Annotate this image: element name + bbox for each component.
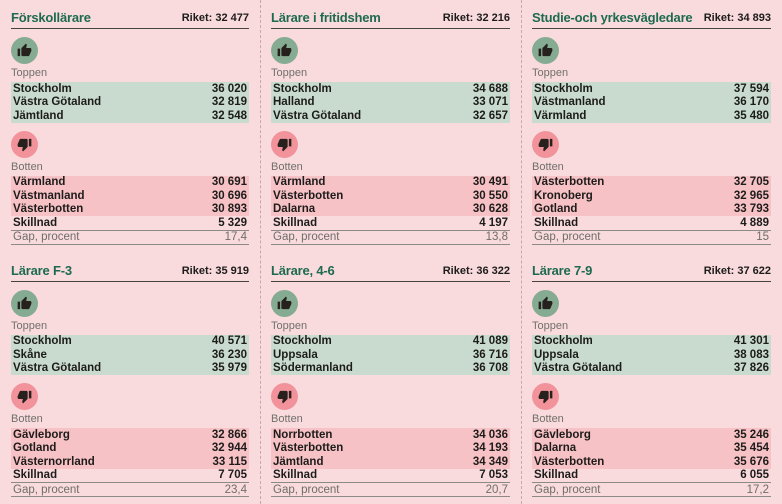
region-name: Gotland xyxy=(534,203,578,216)
top-regions-list xyxy=(271,335,510,376)
panel-title: Lärare F-3 xyxy=(11,262,72,278)
thumbs-down-icon xyxy=(271,131,298,158)
gap-percent-row xyxy=(11,231,249,245)
gap-value: 20,7 xyxy=(485,483,508,496)
difference-row xyxy=(11,216,249,231)
top-section-label: Toppen xyxy=(11,67,48,79)
region-row xyxy=(11,362,249,376)
gap-percent-row xyxy=(532,231,771,245)
category-panel xyxy=(521,10,782,245)
region-name: Gävleborg xyxy=(534,428,591,441)
gap-label: Gap, procent xyxy=(13,231,80,243)
gap-value: 17,2 xyxy=(746,483,769,496)
category-panel xyxy=(260,10,521,245)
region-value: 36 716 xyxy=(472,348,508,361)
bottom-regions-list xyxy=(11,428,249,469)
difference-value: 5 329 xyxy=(218,216,247,229)
top-section-label: Toppen xyxy=(532,319,569,332)
region-row xyxy=(11,96,249,110)
difference-value: 7 705 xyxy=(218,469,247,482)
region-name: Västra Götaland xyxy=(13,96,102,109)
region-value: 30 696 xyxy=(211,189,247,202)
region-value: 30 893 xyxy=(211,203,247,216)
difference-label: Skillnad xyxy=(534,216,579,229)
region-row xyxy=(11,176,249,190)
gap-label: Gap, procent xyxy=(273,231,340,243)
gap-percent-row xyxy=(532,483,771,497)
region-name: Värmland xyxy=(534,109,587,122)
region-name: Uppsala xyxy=(273,348,318,361)
region-row xyxy=(532,82,771,96)
region-row xyxy=(271,335,510,349)
region-name: Norrbotten xyxy=(273,428,333,441)
region-value: 35 454 xyxy=(733,442,769,455)
region-row xyxy=(11,428,249,442)
top-regions-list xyxy=(11,82,249,123)
difference-value: 4 197 xyxy=(479,216,508,229)
gap-label: Gap, procent xyxy=(13,483,80,496)
region-row xyxy=(532,189,771,203)
region-value: 36 020 xyxy=(211,82,247,95)
difference-row xyxy=(532,216,771,231)
region-row xyxy=(532,176,771,190)
gap-percent-row xyxy=(271,483,510,497)
region-name: Västerbotten xyxy=(13,203,84,216)
bottom-regions-list xyxy=(271,176,510,217)
region-row xyxy=(11,189,249,203)
bottom-regions-list xyxy=(532,428,771,469)
region-row xyxy=(532,203,771,217)
region-value: 32 657 xyxy=(472,109,508,122)
region-name: Jämtland xyxy=(13,109,64,122)
region-name: Värmland xyxy=(273,176,326,189)
thumbs-up-icon xyxy=(271,290,298,317)
bottom-section-label: Botten xyxy=(532,413,564,425)
gap-value: 15 xyxy=(756,231,769,243)
region-row xyxy=(271,109,510,123)
column-divider xyxy=(260,0,261,504)
region-value: 40 571 xyxy=(211,335,247,348)
difference-label: Skillnad xyxy=(13,469,58,482)
thumbs-down-icon xyxy=(11,131,38,158)
thumbs-down-icon xyxy=(11,383,38,410)
region-value: 37 826 xyxy=(733,362,769,375)
region-value: 38 083 xyxy=(733,348,769,361)
top-regions-list xyxy=(532,82,771,123)
region-name: Värmland xyxy=(13,176,66,189)
region-name: Stockholm xyxy=(273,82,332,95)
panel-title: Förskollärare xyxy=(11,10,91,25)
top-regions-list xyxy=(532,335,771,376)
region-value: 33 793 xyxy=(733,203,769,216)
region-row xyxy=(532,109,771,123)
region-name: Dalarna xyxy=(534,442,577,455)
region-row xyxy=(271,96,510,110)
region-name: Stockholm xyxy=(13,335,72,348)
category-panel xyxy=(0,263,260,498)
top-regions-list xyxy=(271,82,510,123)
difference-label: Skillnad xyxy=(13,216,58,229)
region-name: Västra Götaland xyxy=(273,109,362,122)
region-name: Stockholm xyxy=(534,82,593,95)
region-row xyxy=(271,455,510,469)
panel-title: Lärare, 4-6 xyxy=(271,262,335,278)
region-row xyxy=(532,348,771,362)
top-regions-list xyxy=(11,335,249,376)
region-value: 32 819 xyxy=(211,96,247,109)
bottom-section-label: Botten xyxy=(271,160,303,173)
region-value: 36 230 xyxy=(211,348,247,361)
region-name: Västerbotten xyxy=(534,455,605,468)
bottom-section-label: Botten xyxy=(271,413,303,425)
region-name: Västerbotten xyxy=(273,442,344,455)
gap-percent-row xyxy=(11,483,249,497)
difference-value: 7 053 xyxy=(479,469,508,482)
region-name: Jämtland xyxy=(273,455,324,468)
category-panel xyxy=(521,263,782,498)
bottom-section-label: Botten xyxy=(11,160,43,173)
gap-value: 23,4 xyxy=(224,483,247,496)
region-value: 32 965 xyxy=(733,189,769,202)
panel-header xyxy=(271,10,510,29)
difference-value: 6 055 xyxy=(740,469,769,482)
region-row xyxy=(271,348,510,362)
top-section-label: Toppen xyxy=(532,67,569,79)
region-value: 30 491 xyxy=(472,176,508,189)
region-value: 35 246 xyxy=(733,428,769,441)
region-name: Västra Götaland xyxy=(534,362,623,375)
region-name: Södermanland xyxy=(273,362,353,375)
panel-header xyxy=(11,10,249,29)
region-row xyxy=(271,203,510,217)
region-value: 30 628 xyxy=(472,203,508,216)
region-row xyxy=(532,428,771,442)
panel-header xyxy=(271,263,510,282)
gap-percent-row xyxy=(271,231,510,245)
region-name: Gävleborg xyxy=(13,428,70,441)
region-row xyxy=(271,362,510,376)
region-name: Stockholm xyxy=(13,82,72,95)
category-panel xyxy=(260,263,521,498)
region-row xyxy=(11,203,249,217)
national-salary: Riket: 36 322 xyxy=(442,264,510,277)
bottom-regions-list xyxy=(11,176,249,217)
region-value: 35 676 xyxy=(733,455,769,468)
thumbs-up-icon xyxy=(11,290,38,317)
region-value: 35 480 xyxy=(733,109,769,122)
bottom-regions-list xyxy=(271,428,510,469)
thumbs-up-icon xyxy=(532,37,559,64)
region-row xyxy=(532,455,771,469)
category-panel xyxy=(0,10,260,245)
column-divider xyxy=(521,0,522,504)
national-salary: Riket: 32 477 xyxy=(181,12,249,24)
difference-row xyxy=(271,216,510,231)
difference-row xyxy=(271,469,510,484)
difference-value: 4 889 xyxy=(740,216,769,229)
difference-label: Skillnad xyxy=(273,216,318,229)
bottom-regions-list xyxy=(532,176,771,217)
region-row xyxy=(11,348,249,362)
region-row xyxy=(271,442,510,456)
region-name: Kronoberg xyxy=(534,189,593,202)
thumbs-up-icon xyxy=(532,290,559,317)
thumbs-down-icon xyxy=(532,131,559,158)
panel-header xyxy=(532,263,771,282)
region-row xyxy=(11,109,249,123)
thumbs-down-icon xyxy=(532,383,559,410)
region-value: 34 036 xyxy=(472,428,508,441)
national-salary: Riket: 37 622 xyxy=(703,264,771,277)
difference-label: Skillnad xyxy=(273,469,318,482)
region-row xyxy=(11,455,249,469)
gap-label: Gap, procent xyxy=(534,483,601,496)
thumbs-up-icon xyxy=(271,37,298,64)
region-name: Västmanland xyxy=(13,189,85,202)
region-row xyxy=(532,335,771,349)
region-value: 33 071 xyxy=(472,96,508,109)
region-name: Västerbotten xyxy=(534,176,605,189)
region-value: 37 594 xyxy=(733,82,769,95)
region-value: 41 301 xyxy=(733,335,769,348)
region-value: 41 089 xyxy=(472,335,508,348)
panel-title: Studie-och yrkesvägledare xyxy=(532,10,693,25)
region-value: 34 688 xyxy=(472,82,508,95)
region-row xyxy=(532,442,771,456)
region-value: 36 708 xyxy=(472,362,508,375)
region-value: 34 349 xyxy=(472,455,508,468)
region-row xyxy=(11,82,249,96)
panel-header xyxy=(532,10,771,29)
difference-row xyxy=(532,469,771,484)
difference-row xyxy=(11,469,249,484)
gap-label: Gap, procent xyxy=(273,483,340,496)
region-name: Västerbotten xyxy=(273,189,344,202)
region-name: Stockholm xyxy=(273,335,332,348)
region-name: Västmanland xyxy=(534,96,606,109)
region-value: 35 979 xyxy=(211,362,247,375)
thumbs-down-icon xyxy=(271,383,298,410)
region-name: Gotland xyxy=(13,442,57,455)
region-name: Stockholm xyxy=(534,335,593,348)
region-value: 32 866 xyxy=(211,428,247,441)
region-value: 32 944 xyxy=(211,442,247,455)
region-name: Uppsala xyxy=(534,348,579,361)
bottom-section-label: Botten xyxy=(532,160,564,173)
national-salary: Riket: 35 919 xyxy=(181,264,249,277)
region-row xyxy=(271,82,510,96)
region-value: 30 691 xyxy=(211,176,247,189)
region-name: Västra Götaland xyxy=(13,362,102,375)
panel-header xyxy=(11,263,249,282)
gap-value: 17,4 xyxy=(224,231,247,243)
top-section-label: Toppen xyxy=(271,67,308,79)
region-value: 30 550 xyxy=(472,189,508,202)
region-name: Halland xyxy=(273,96,315,109)
region-row xyxy=(532,96,771,110)
panel-title: Lärare 7-9 xyxy=(532,262,593,278)
gap-label: Gap, procent xyxy=(534,231,601,243)
region-value: 32 705 xyxy=(733,176,769,189)
region-row xyxy=(271,176,510,190)
top-section-label: Toppen xyxy=(11,319,48,332)
region-value: 32 548 xyxy=(211,109,247,122)
national-salary: Riket: 32 216 xyxy=(442,12,510,24)
region-row xyxy=(271,189,510,203)
region-name: Västernorrland xyxy=(13,455,95,468)
region-value: 36 170 xyxy=(733,96,769,109)
thumbs-up-icon xyxy=(11,37,38,64)
region-name: Skåne xyxy=(13,348,47,361)
region-value: 34 193 xyxy=(472,442,508,455)
region-row xyxy=(11,335,249,349)
region-row xyxy=(271,428,510,442)
region-row xyxy=(532,362,771,376)
gap-value: 13,8 xyxy=(485,231,508,243)
national-salary: Riket: 34 893 xyxy=(703,12,771,24)
top-section-label: Toppen xyxy=(271,319,308,332)
region-value: 33 115 xyxy=(212,455,247,468)
bottom-section-label: Botten xyxy=(11,413,43,425)
region-name: Dalarna xyxy=(273,203,316,216)
difference-label: Skillnad xyxy=(534,469,579,482)
panel-title: Lärare i fritidshem xyxy=(271,10,381,25)
region-row xyxy=(11,442,249,456)
